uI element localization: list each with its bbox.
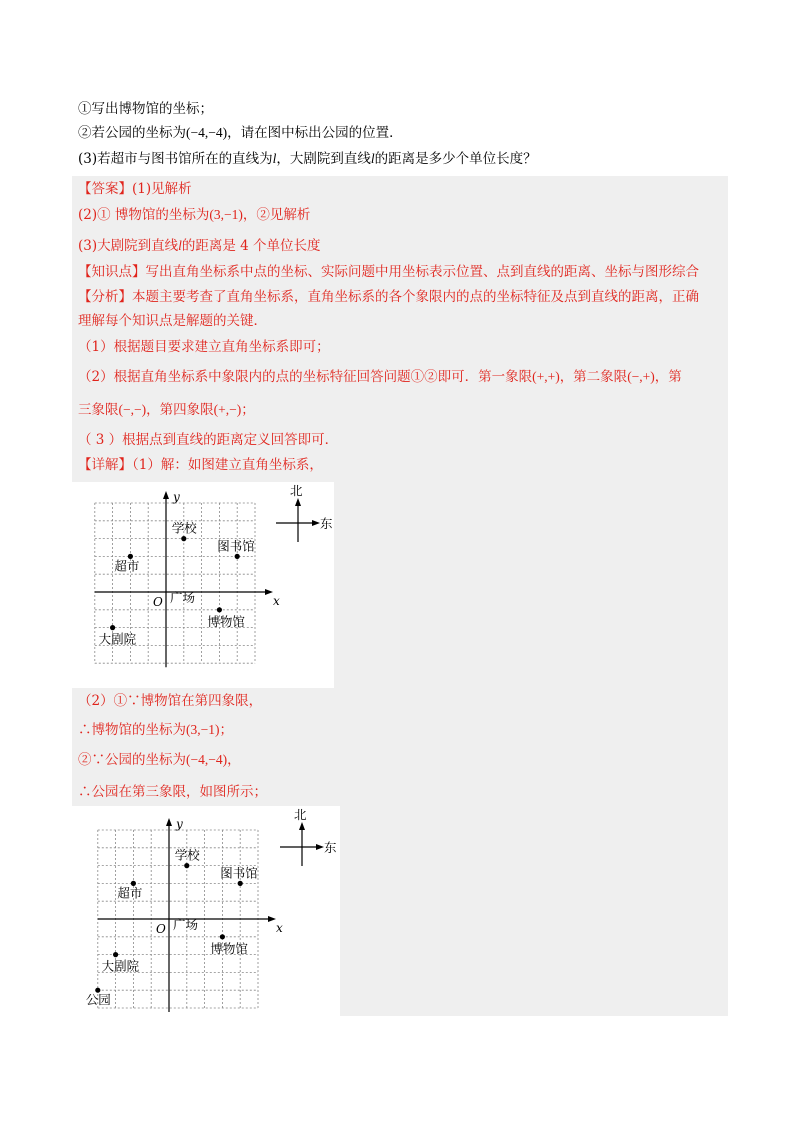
point-label: 学校 [171,520,197,536]
point-marker [113,952,118,957]
knowledge-points: 【知识点】写出直角坐标系中点的坐标、实际问题中用坐标表示位置、点到直线的距离、坐标与图形综合 [78,264,699,280]
compass-east-label: 东 [320,516,333,531]
answer-2: (2)① 博物馆的坐标为(3,−1)，②见解析 [78,207,311,223]
point-label: 公园 [85,992,111,1008]
origin-label: O [156,922,166,936]
y-axis-label: y [173,490,180,504]
point-label: 图书馆 [217,538,255,554]
detail-heading: 【详解】（1）解：如图建立直角坐标系， [78,457,323,473]
point-label: 广场 [170,590,196,605]
compass-north-label: 北 [294,807,307,822]
point-marker [235,554,240,559]
analysis-2: 理解每个知识点是解题的关键． [78,313,267,329]
x-axis-arrow [265,589,273,595]
point-marker [238,881,243,886]
point-marker [220,934,225,939]
step-3: 三象限(−,−)，第四象限(+,−)； [78,402,255,418]
compass-north-label: 北 [290,483,303,498]
detail-1: （2）①∵博物馆在第四象限， [78,693,263,709]
point-label: 大剧院 [101,958,140,974]
compass-2 [272,806,340,874]
x-axis-arrow [268,916,276,922]
point-label: 广场 [173,917,199,932]
compass-north-arrow [299,822,305,830]
point-label: 图书馆 [220,865,258,881]
origin-label: O [153,595,163,609]
point-label: 大剧院 [98,631,137,647]
step-2: （2）根据直角坐标系中象限内的点的坐标特征回答问题①②即可．第一象限(+,+)，第二象限(−,+)，第 [78,369,682,385]
point-label: 博物馆 [207,613,245,629]
compass-east-arrow [312,520,320,526]
question-3: (3)若超市与图书馆所在的直线为l，大剧院到直线l的距离是多少个单位长度？ [78,151,537,167]
compass-east-arrow [316,844,324,850]
detail-4: ∴公园在第三象限，如图所示； [78,784,267,800]
answer-shade-right-2 [340,806,728,1016]
x-axis-label: x [273,594,280,608]
point-label: 博物馆 [210,940,248,956]
point-marker [110,625,115,630]
point-marker [184,863,189,868]
detail-3: ②∵公园的坐标为(−4,−4)， [78,752,241,768]
compass-north-arrow [295,498,301,506]
y-axis-arrow [166,818,172,826]
park-coordinate: (−4,−4) [186,125,228,140]
analysis-1: 【分析】本题主要考查了直角坐标系，直角坐标系的各个象限内的点的坐标特征及点到直线的距离，正确 [78,289,699,305]
question-2: ②若公园的坐标为(−4,−4)，请在图中标出公园的位置． [78,125,403,141]
point-marker [181,536,186,541]
point-marker [217,607,222,612]
answer-shade-right-1 [334,482,728,688]
detail-2: ∴博物馆的坐标为(3,−1)； [78,722,233,738]
x-axis-label: x [276,921,283,935]
compass-east-label: 东 [324,840,337,855]
y-axis-label: y [176,817,183,831]
point-label: 超市 [117,885,143,901]
compass-1 [268,482,334,548]
point-label: 学校 [174,847,200,863]
step-4: （ 3 ）根据点到直线的距离定义回答即可． [78,432,339,448]
step-1: （1）根据题目要求建立直角坐标系即可； [78,339,330,355]
question-1: ①写出博物馆的坐标； [78,101,213,117]
y-axis-arrow [163,491,169,499]
answer-3: (3)大剧院到直线l的距离是 4 个单位长度 [78,238,321,254]
answer-1: 【答案】(1)见解析 [78,181,192,197]
point-label: 超市 [114,558,140,574]
